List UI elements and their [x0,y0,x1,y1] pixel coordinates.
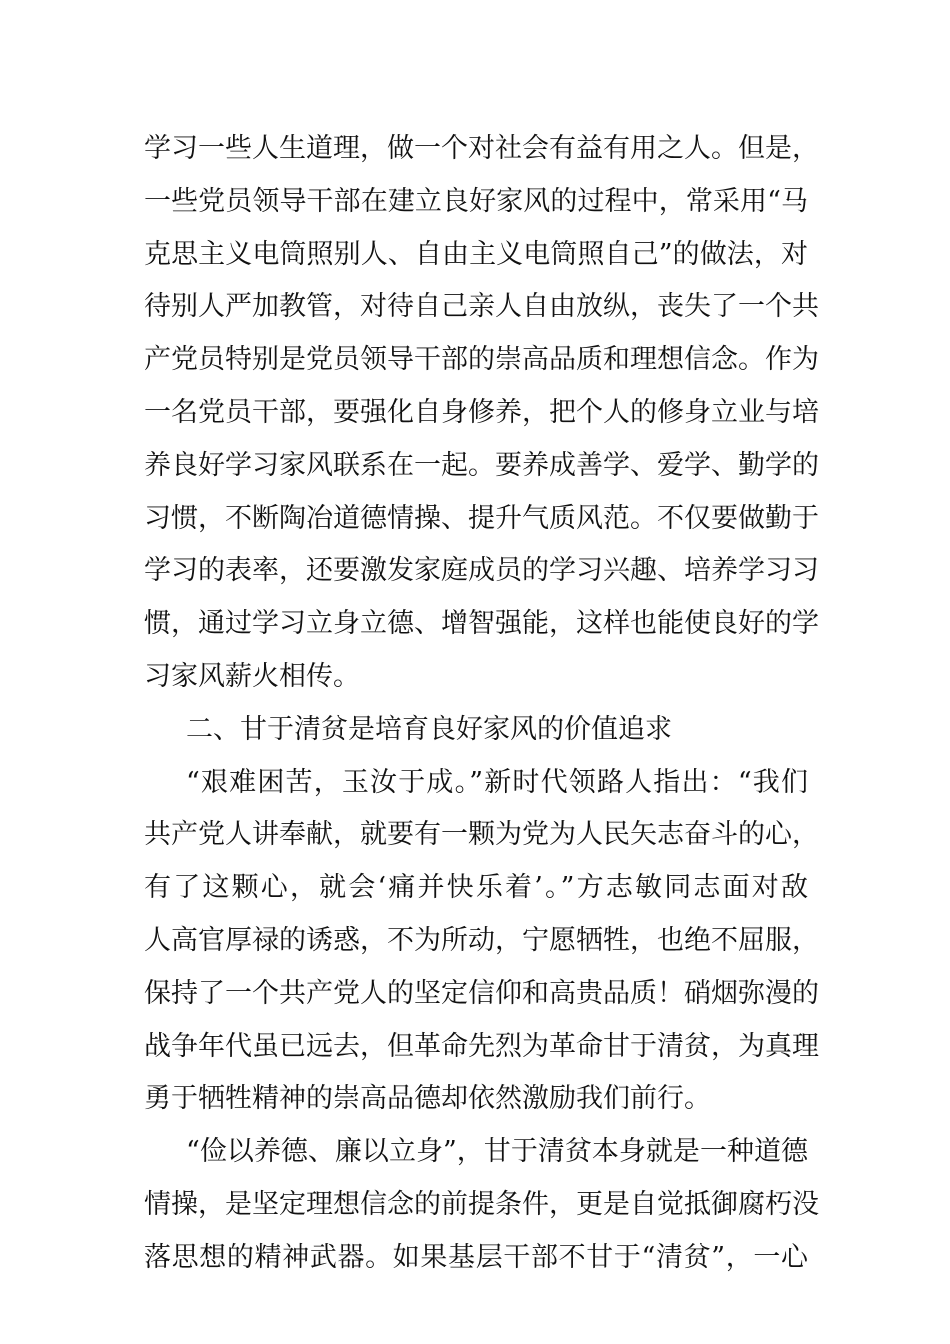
text-line-18: 战争年代虽已远去，但革命先烈为革命甘于清贫，为真理 [144,1030,819,1062]
text-line-7: 养良好学习家风联系在一起。要养成善学、爱学、勤学的 [144,449,819,481]
body-text [144,123,819,1285]
text-line-4: 待别人严加教管，对待自己亲人自由放纵，丧失了一个共 [144,291,819,323]
text-line-9: 学习的表率，还要激发家庭成员的学习兴趣、培养学习习 [144,555,819,587]
text-line-19: 勇于牺牲精神的崇高品德却依然激励我们前行。 [144,1083,711,1115]
text-line-3: 克思主义电筒照别人、自由主义电筒照自己”的做法，对 [144,238,808,270]
text-line-14: 共产党人讲奉献，就要有一颗为党为人民矢志奋斗的心， [144,819,819,851]
text-line-22: 落思想的精神武器。如果基层干部不甘于“清贫”，一心 [144,1241,808,1273]
text-line-8: 习惯，不断陶冶道德情操、提升气质风范。不仅要做勤于 [144,502,819,534]
text-line-5: 产党员特别是党员领导干部的崇高品质和理想信念。作为 [144,344,819,376]
text-line-11: 习家风薪火相传。 [144,660,360,692]
text-line-1: 学习一些人生道理，做一个对社会有益有用之人。但是， [144,133,819,164]
text-line-20: “俭以养德、廉以立身”，甘于清贫本身就是一种道德 [186,1136,808,1168]
text-line-15: 有了这颗心，就会‘痛并快乐着’。”方志敏同志面对敌 [144,872,808,904]
text-line-16: 人高官厚禄的诱惑，不为所动，宁愿牺牲，也绝不屈服， [144,924,819,956]
text-line-6: 一名党员干部，要强化自身修养，把个人的修身立业与培 [144,396,819,428]
text-line-13: “艰难困苦，玉汝于成。”新时代领路人指出：“我们 [186,766,808,798]
text-line-21: 情操，是坚定理想信念的前提条件，更是自觉抵御腐朽没 [144,1188,819,1220]
text-line-2: 一些党员领导干部在建立良好家风的过程中，常采用“马 [144,185,808,217]
text-line-10: 惯，通过学习立身立德、增智强能，这样也能使良好的学 [144,608,819,640]
section-heading: 二、甘于清贫是培育良好家风的价值追求 [186,713,672,745]
text-line-17: 保持了一个共产党人的坚定信仰和高贵品质！硝烟弥漫的 [144,977,819,1009]
